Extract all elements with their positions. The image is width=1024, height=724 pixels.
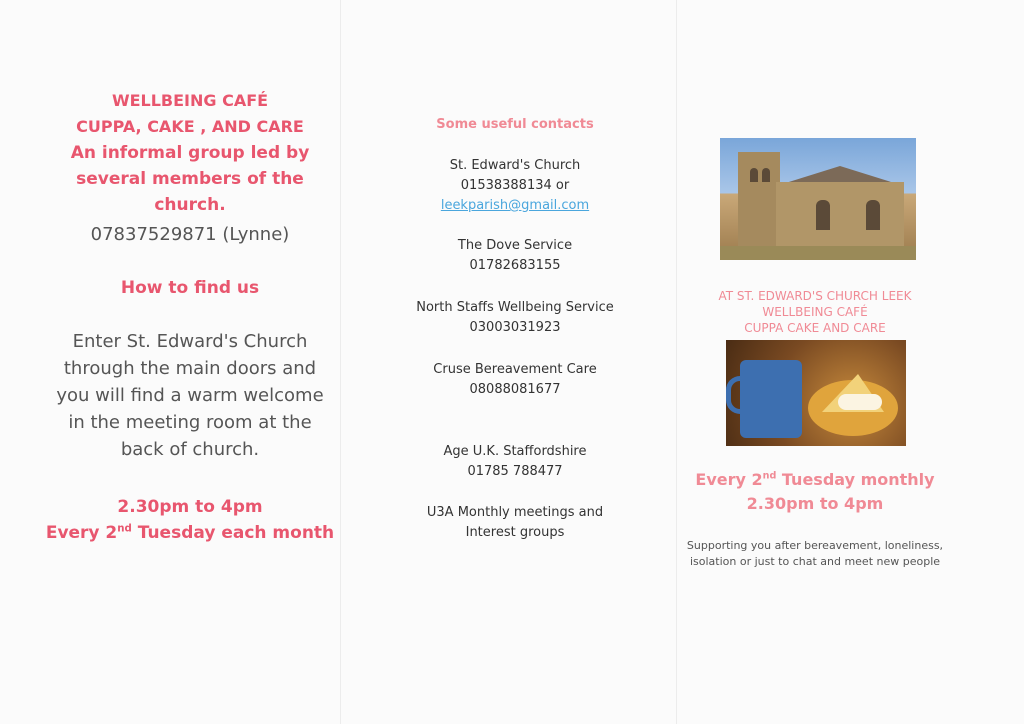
contact-email-link[interactable]: leekparish@gmail.com [440, 198, 590, 213]
support-text: Supporting you after bereavement, loneliness, isolation or just to chat and meet new people [686, 539, 944, 568]
church-ground [720, 246, 916, 260]
contact-phone: 03003031923 [469, 320, 561, 335]
contact-name: St. Edward's Church [449, 158, 581, 173]
contact-item [360, 298, 670, 338]
cover-time: 2.30pm to 4pm [746, 494, 884, 513]
panel-contacts [360, 0, 670, 724]
caption-location: AT ST. EDWARD'S CHURCH LEEK [718, 289, 912, 303]
church-window [816, 200, 830, 230]
contact-phone: 01538388134 or [460, 178, 570, 193]
caption-tagline: CUPPA CAKE AND CARE [744, 321, 886, 335]
mug [740, 360, 802, 438]
panel-info [40, 0, 340, 724]
frequency-prefix: Every 2 [695, 470, 763, 489]
cover-frequency [680, 468, 950, 492]
meeting-times [40, 494, 340, 546]
contact-phone: 01785 788477 [467, 464, 563, 479]
time-range: 2.30pm to 4pm [117, 497, 263, 517]
contact-phone: 07837529871 (Lynne) [90, 224, 290, 245]
contact-name: The Dove Service [457, 238, 573, 253]
cover-schedule [680, 468, 950, 516]
church-window [750, 168, 758, 182]
church-nave [776, 182, 904, 250]
contact-name: U3A Monthly meetings and [426, 505, 604, 520]
church-tower [738, 152, 780, 250]
contacts-heading: Some useful contacts [436, 117, 594, 132]
contact-item [360, 503, 670, 543]
caption-cafe: WELLBEING CAFÉ [762, 305, 868, 319]
church-window [866, 200, 880, 230]
panel-cover [680, 0, 950, 724]
fold-line [340, 0, 341, 724]
fold-line [676, 0, 677, 724]
church-window [762, 168, 770, 182]
cover-caption [680, 288, 950, 336]
contact-name: Cruse Bereavement Care [433, 362, 597, 377]
frequency-suffix: Tuesday monthly [776, 470, 935, 489]
meeting-frequency [40, 520, 340, 546]
ordinal-suffix: nd [762, 470, 777, 482]
frequency-prefix: Every 2 [45, 523, 118, 543]
church-photo [720, 138, 916, 260]
cream [838, 394, 882, 410]
contact-detail: Interest groups [465, 525, 565, 540]
contact-name: North Staffs Wellbeing Service [416, 300, 614, 315]
ordinal-suffix: nd [117, 523, 132, 535]
frequency-suffix: Tuesday each month [131, 523, 335, 543]
contact-item [360, 236, 670, 276]
cafe-title: WELLBEING CAFÉ [111, 91, 269, 110]
contact-item [360, 360, 670, 400]
contact-phone: 01782683155 [469, 258, 561, 273]
directions-text: Enter St. Edward's Church through the main doors and you will find a warm welcome in the meeting room at the back of church. [56, 331, 324, 460]
contact-phone: 08088081677 [469, 382, 561, 397]
group-description: An informal group led by several members of the church. [70, 143, 310, 215]
contact-item [360, 442, 670, 482]
contact-name: Age U.K. Staffordshire [443, 444, 587, 459]
tea-and-cake-photo [726, 340, 906, 446]
cafe-subtitle: CUPPA, CAKE , AND CARE [76, 117, 304, 136]
contact-item [360, 156, 670, 216]
find-us-heading: How to find us [120, 278, 260, 298]
